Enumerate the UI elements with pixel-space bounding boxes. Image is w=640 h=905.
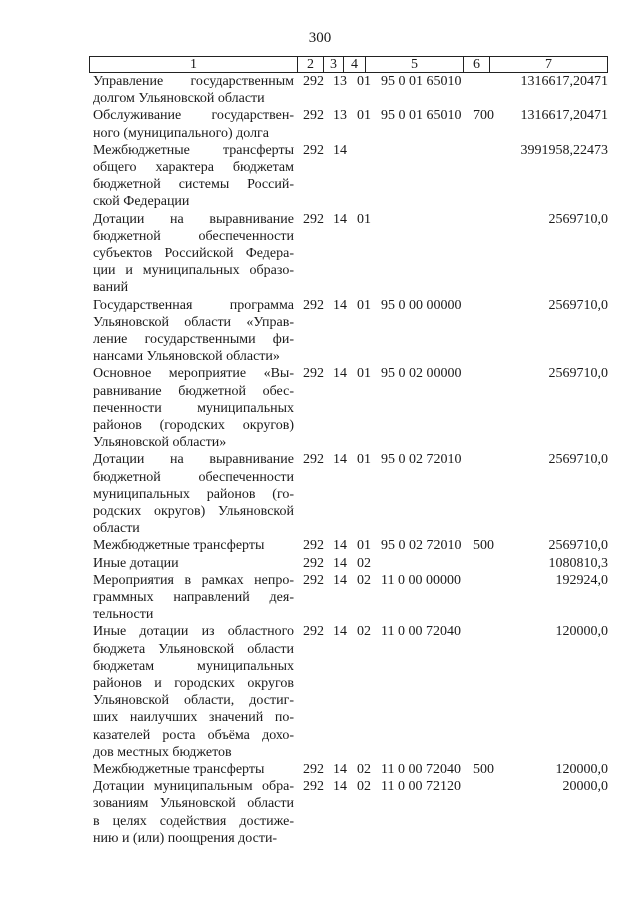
row-cell-c7: 1316617,20471 — [520, 108, 608, 124]
row-cell-c4: 01 — [357, 366, 371, 382]
row-name — [93, 451, 294, 537]
row-cell-c5: 11 0 00 72040 — [381, 762, 461, 777]
row-cell-c4: 02 — [357, 572, 371, 588]
row-name-line: дов местных бюджетов — [93, 744, 232, 760]
row-cell-c7: 120000,0 — [555, 624, 608, 640]
row-cell-c7: 2569710,0 — [548, 366, 608, 382]
row-name-line: Межбюджетные трансферты — [93, 142, 294, 158]
row-name-line: Государственная программа — [93, 297, 294, 313]
row-name — [93, 73, 294, 107]
row-cell-c3: 14 — [333, 555, 347, 571]
row-name-line: Обслуживание государствен- — [93, 108, 294, 124]
row-name-line: районов (городских округов) — [93, 417, 294, 433]
row-cell-c2: 292 — [303, 108, 324, 124]
row-name-line: в целях содействия достиже- — [93, 813, 294, 829]
row-cell-c5: 95 0 02 00000 — [381, 366, 462, 382]
page-number: 300 — [308, 30, 332, 46]
row-cell-c3: 14 — [333, 366, 347, 382]
row-cell-c2: 292 — [303, 779, 324, 795]
row-name-line: бюджетной обеспеченности — [93, 228, 294, 244]
row-name — [93, 555, 294, 572]
row-cell-c4: 01 — [357, 452, 371, 468]
row-cell-c4: 01 — [357, 538, 371, 554]
header-col-3: 3 — [324, 57, 344, 73]
table-header — [89, 56, 608, 73]
row-cell-c3: 14 — [333, 297, 347, 313]
row-cell-c5: 95 0 02 72010 — [381, 538, 462, 554]
row-cell-c7: 1080810,3 — [548, 555, 608, 571]
row-name — [93, 297, 294, 366]
row-name — [93, 572, 294, 624]
row-name-line: казателей роста объёма дохо- — [93, 727, 294, 743]
row-cell-c2: 292 — [303, 366, 324, 382]
row-cell-c7: 2569710,0 — [548, 538, 608, 554]
row-name-line: долгом Ульяновской области — [93, 91, 265, 107]
row-cell-c4: 02 — [357, 762, 371, 777]
row-name-line: муниципальных районов (го- — [93, 486, 294, 502]
row-cell-c5: 11 0 00 72120 — [381, 779, 461, 795]
row-cell-c4: 01 — [357, 108, 371, 124]
row-name — [93, 778, 294, 847]
header-col-5: 5 — [366, 57, 464, 73]
row-cell-c2: 292 — [303, 624, 324, 640]
row-name — [93, 537, 294, 554]
row-cell-c7: 1316617,20471 — [520, 74, 608, 89]
row-name-line: Ульяновской области» — [93, 435, 227, 451]
header-col-4: 4 — [344, 57, 366, 73]
row-name-line: граммных направлений дея- — [93, 589, 294, 605]
row-name-line: ции и муниципальных образо- — [93, 263, 294, 279]
row-cell-c3: 14 — [333, 572, 347, 588]
row-cell-c3: 13 — [333, 108, 347, 124]
row-name-line: Мероприятия в рамках непро- — [93, 572, 294, 588]
row-name-line: Дотации муниципальным обра- — [93, 779, 294, 795]
row-cell-c7: 2569710,0 — [548, 211, 608, 227]
row-name-line: ваний — [93, 280, 129, 296]
row-name-line: тельности — [93, 607, 154, 623]
row-name-line: ской Федерации — [93, 194, 190, 210]
header-col-2: 2 — [298, 57, 324, 73]
row-name-line: Управление государственным — [93, 74, 294, 89]
row-name-line: Дотации на выравнивание — [93, 211, 294, 227]
row-name-line: Ульяновской области, достиг- — [93, 693, 294, 709]
row-cell-c7: 20000,0 — [562, 779, 608, 795]
row-cell-c3: 14 — [333, 762, 347, 777]
row-cell-c5: 95 0 01 65010 — [381, 74, 462, 89]
row-cell-c6: 500 — [473, 762, 494, 777]
row-cell-c2: 292 — [303, 762, 324, 777]
row-name-line: бюджетной обеспеченности — [93, 469, 294, 485]
row-cell-c2: 292 — [303, 142, 324, 158]
row-name-line: ших наилучших значений по- — [93, 710, 294, 726]
row-name-line: равнивание бюджетной обес- — [93, 383, 294, 399]
row-name-line: области — [93, 521, 140, 537]
row-cell-c5: 11 0 00 72040 — [381, 624, 461, 640]
row-name-line: субъектов Российской Федера- — [93, 245, 294, 261]
row-cell-c5: 95 0 01 65010 — [381, 108, 462, 124]
row-cell-c7: 2569710,0 — [548, 297, 608, 313]
row-name-line: районов и городских округов — [93, 675, 294, 691]
row-name-line: печенности муниципальных — [93, 400, 294, 416]
row-cell-c3: 14 — [333, 624, 347, 640]
row-cell-c3: 14 — [333, 211, 347, 227]
header-col-7: 7 — [490, 57, 608, 73]
row-cell-c7: 192924,0 — [555, 572, 608, 588]
row-name-line: бюджетной системы Россий- — [93, 177, 294, 193]
row-cell-c4: 02 — [357, 555, 371, 571]
row-name-line: Основное мероприятие «Вы- — [93, 366, 294, 382]
row-cell-c7: 3991958,22473 — [520, 142, 608, 158]
row-name-line: общего характера бюджетам — [93, 159, 294, 175]
row-cell-c3: 14 — [333, 779, 347, 795]
row-cell-c3: 14 — [333, 142, 347, 158]
row-cell-c5: 95 0 00 00000 — [381, 297, 462, 313]
row-name — [93, 107, 294, 141]
row-cell-c2: 292 — [303, 572, 324, 588]
row-name-line: Ульяновской области «Управ- — [93, 314, 294, 330]
row-name-line: родских округов) Ульяновской — [93, 503, 294, 519]
row-name-line: ного (муниципального) долга — [93, 125, 270, 141]
row-cell-c4: 01 — [357, 211, 371, 227]
row-name-line: Межбюджетные трансферты — [93, 762, 265, 777]
row-cell-c4: 02 — [357, 779, 371, 795]
row-name-line: Иные дотации — [93, 555, 179, 571]
row-cell-c4: 01 — [357, 297, 371, 313]
row-name — [93, 623, 294, 761]
row-name-line: Дотации на выравнивание — [93, 452, 294, 468]
row-name-line: ление государственными фи- — [93, 331, 294, 347]
row-cell-c2: 292 — [303, 452, 324, 468]
row-name-line: Межбюджетные трансферты — [93, 538, 265, 554]
row-name-line: нию и (или) поощрения дости- — [93, 830, 278, 846]
row-cell-c5: 11 0 00 00000 — [381, 572, 461, 588]
row-cell-c5: 95 0 02 72010 — [381, 452, 462, 468]
row-cell-c3: 14 — [333, 452, 347, 468]
row-cell-c6: 700 — [473, 108, 494, 124]
row-name-line: бюджета Ульяновской области — [93, 641, 294, 657]
row-cell-c2: 292 — [303, 211, 324, 227]
header-col-6: 6 — [464, 57, 490, 73]
row-name — [93, 211, 294, 297]
row-cell-c7: 120000,0 — [555, 762, 608, 777]
row-name — [93, 761, 294, 778]
row-name-line: зованиям Ульяновской области — [93, 796, 294, 812]
header-col-1: 1 — [90, 57, 298, 73]
row-cell-c2: 292 — [303, 74, 324, 89]
row-cell-c7: 2569710,0 — [548, 452, 608, 468]
row-name — [93, 142, 294, 211]
row-name-line: нансами Ульяновской области» — [93, 349, 280, 365]
row-cell-c2: 292 — [303, 538, 324, 554]
row-cell-c2: 292 — [303, 555, 324, 571]
row-cell-c3: 13 — [333, 74, 347, 89]
row-name-line: Иные дотации из областного — [93, 624, 294, 640]
row-cell-c6: 500 — [473, 538, 494, 554]
row-name — [93, 365, 294, 451]
row-cell-c3: 14 — [333, 538, 347, 554]
row-name-line: бюджетам муниципальных — [93, 658, 294, 674]
row-cell-c4: 01 — [357, 74, 371, 89]
row-cell-c2: 292 — [303, 297, 324, 313]
row-cell-c4: 02 — [357, 624, 371, 640]
